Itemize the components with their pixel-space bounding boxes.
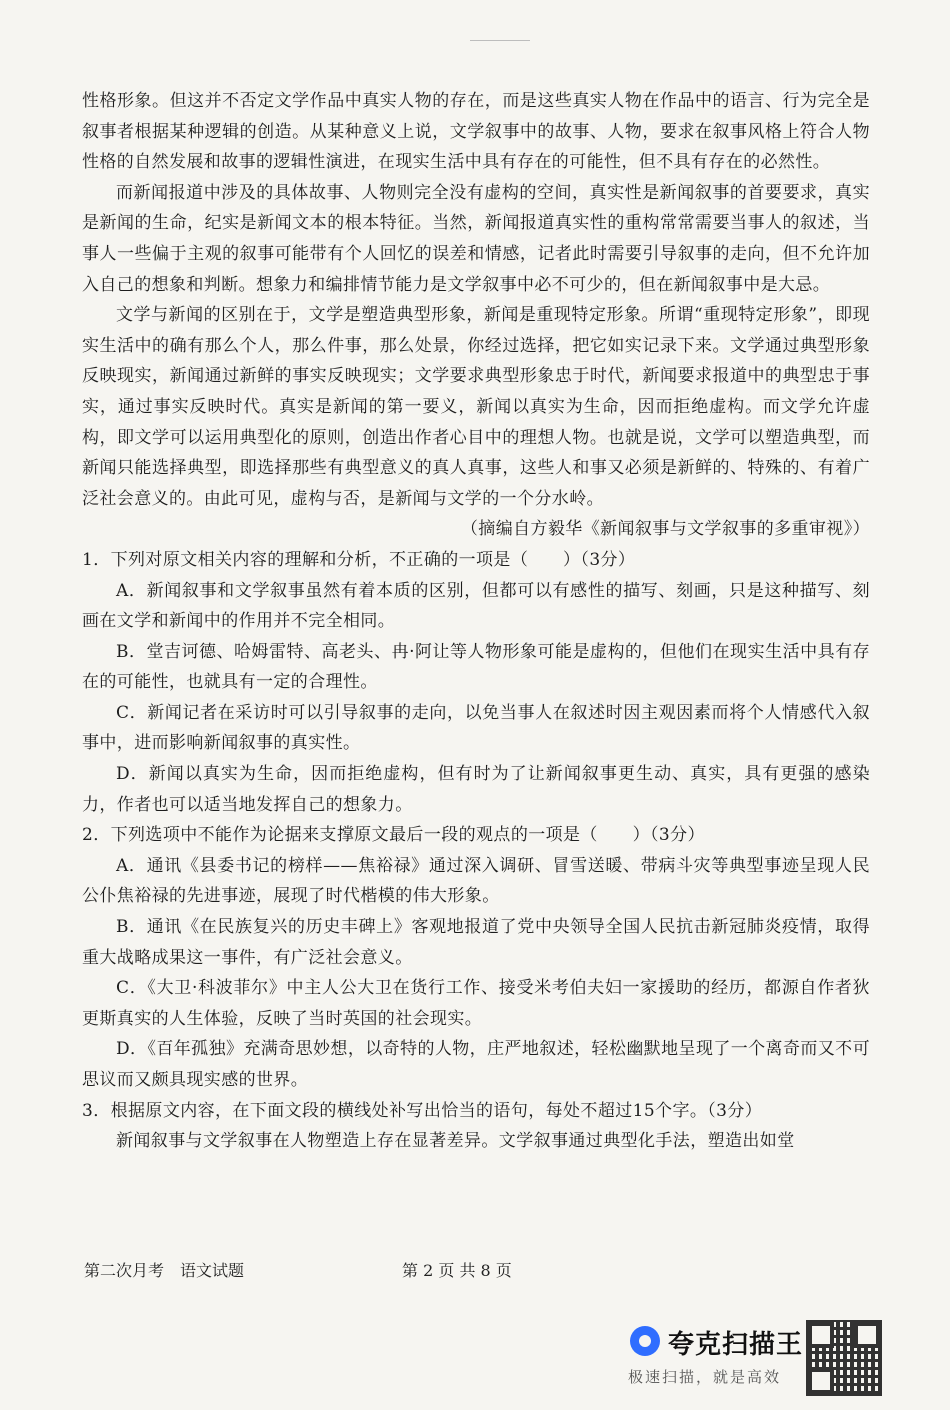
- question-2-option-a: A．通讯《县委书记的榜样——焦裕禄》通过深入调研、冒雪送暖、带病斗灾等典型事迹呈现人民公仆焦裕禄的先进事迹，展现了时代楷模的伟大形象。: [82, 855, 870, 907]
- passage-source: （摘编自方毅华《新闻叙事与文学叙事的多重审视》）: [460, 519, 870, 540]
- question-3: 3．根据原文内容，在下面文段的横线处补写出恰当的语句，每处不超过15个字。（3分）: [82, 1100, 763, 1121]
- question-2: 2．下列选项中不能作为论据来支撑原文最后一段的观点的一项是（ ）（3分）: [82, 825, 705, 846]
- qr-corner: [808, 1368, 834, 1394]
- question-2-option-c: C．《大卫·科波菲尔》中主人公大卫在货行工作、接受米考伯夫妇一家援助的经历，都源自作者狄更斯真实的人生体验，反映了当时英国的社会现实。: [82, 978, 870, 1029]
- passage-paragraph-3: 文学与新闻的区别在于，文学是塑造典型形象，新闻是重现特定形象。所谓“重现特定形象”，即现实生活中的确有那么个人，那么件事，那么处景，你经过选择，把它如实记录下来。文学通过典型形象反映现实，新闻通过新鲜的事实反映现实；文学要求典型形象忠于时代，新闻要求报道中的典型忠于事实，通过事实反映时代。真实是新闻的第一要义，新闻以真实为生命，因而拒绝虚构。而文学允许虚构，即文学可以运用典型化的原则，创造出作者心目中的理想人物。也就是说，文学可以塑造典型，而新闻只能选择典型，即选择那些有典型意义的真人真事，这些人和事又必须是新鲜的、特殊的、有着广泛社会意义的。由此可见，虚构与否，是新闻与文学的一个分水岭。: [82, 305, 870, 509]
- footer-exam-title: 第二次月考 语文试题: [84, 1261, 245, 1280]
- passage-paragraph-2: 而新闻报道中涉及的具体故事、人物则完全没有虚构的空间，真实性是新闻叙事的首要要求，真实是新闻的生命，纪实是新闻文本的根本特征。当然，新闻报道真实性的重构常常需要当事人的叙述，当事人一些偏于主观的叙事可能带有个人回忆的误差和情感，记者此时需要引导叙事的走向，但不允许加入自己的想象和判断。想象力和编排情节能力是文学叙事中必不可少的，但在新闻叙事中是大忌。: [82, 182, 870, 295]
- qr-corner: [854, 1322, 880, 1348]
- question-1: 1．下列对原文相关内容的理解和分析，不正确的一项是（ ）（3分）: [82, 549, 636, 570]
- qr-code-icon: [806, 1320, 882, 1396]
- question-2-option-d: D．《百年孤独》充满奇思妙想，以奇特的人物，庄严地叙述，轻松幽默地呈现了一个离奇而又不可思议而又颇具现实感的世界。: [82, 1039, 870, 1090]
- question-3-text: 新闻叙事与文学叙事在人物塑造上存在显著差异。文学叙事通过典型化手法，塑造出如堂: [116, 1131, 795, 1152]
- question-1-option-b: B．堂吉诃德、哈姆雷特、高老头、冉·阿让等人物形象可能是虚构的，但他们在现实生活中具有存在的可能性，也就具有一定的合理性。: [82, 641, 870, 693]
- scanner-logo-icon: [630, 1326, 660, 1356]
- page-content: [82, 86, 870, 1157]
- question-1-option-d: D．新闻以真实为生命，因而拒绝虚构，但有时为了让新闻叙事更生动、真实，具有更强的感染力，作者也可以适当地发挥自己的想象力。: [82, 764, 870, 815]
- scanner-slogan: 极速扫描，就是高效: [628, 1368, 782, 1386]
- question-1-option-c: C．新闻记者在采访时可以引导叙事的走向，以免当事人在叙述时因主观因素而将个人情感代入叙事中，进而影响新闻叙事的真实性。: [82, 702, 870, 754]
- scanner-brand: 夸克扫描王: [668, 1330, 804, 1360]
- footer-page-number: 第 2 页 共 8 页: [402, 1261, 512, 1280]
- question-1-option-a: A．新闻叙事和文学叙事虽然有着本质的区别，但都可以有感性的描写、刻画，只是这种描写、刻画在文学和新闻中的作用并不完全相同。: [82, 580, 870, 632]
- question-2-option-b: B．通讯《在民族复兴的历史丰碑上》客观地报道了党中央领导全国人民抗击新冠肺炎疫情，取得重大战略成果这一事件，有广泛社会意义。: [82, 917, 870, 968]
- passage-paragraph-1: 性格形象。但这并不否定文学作品中真实人物的存在，而是这些真实人物在作品中的语言、行为完全是叙事者根据某种逻辑的创造。从某种意义上说，文学叙事中的故事、人物，要求在叙事风格上符合人物性格的自然发展和故事的逻辑性演进，在现实生活中具有存在的可能性，但不具有存在的必然性。: [82, 91, 870, 173]
- scan-mark: [470, 40, 530, 41]
- qr-corner: [808, 1322, 834, 1348]
